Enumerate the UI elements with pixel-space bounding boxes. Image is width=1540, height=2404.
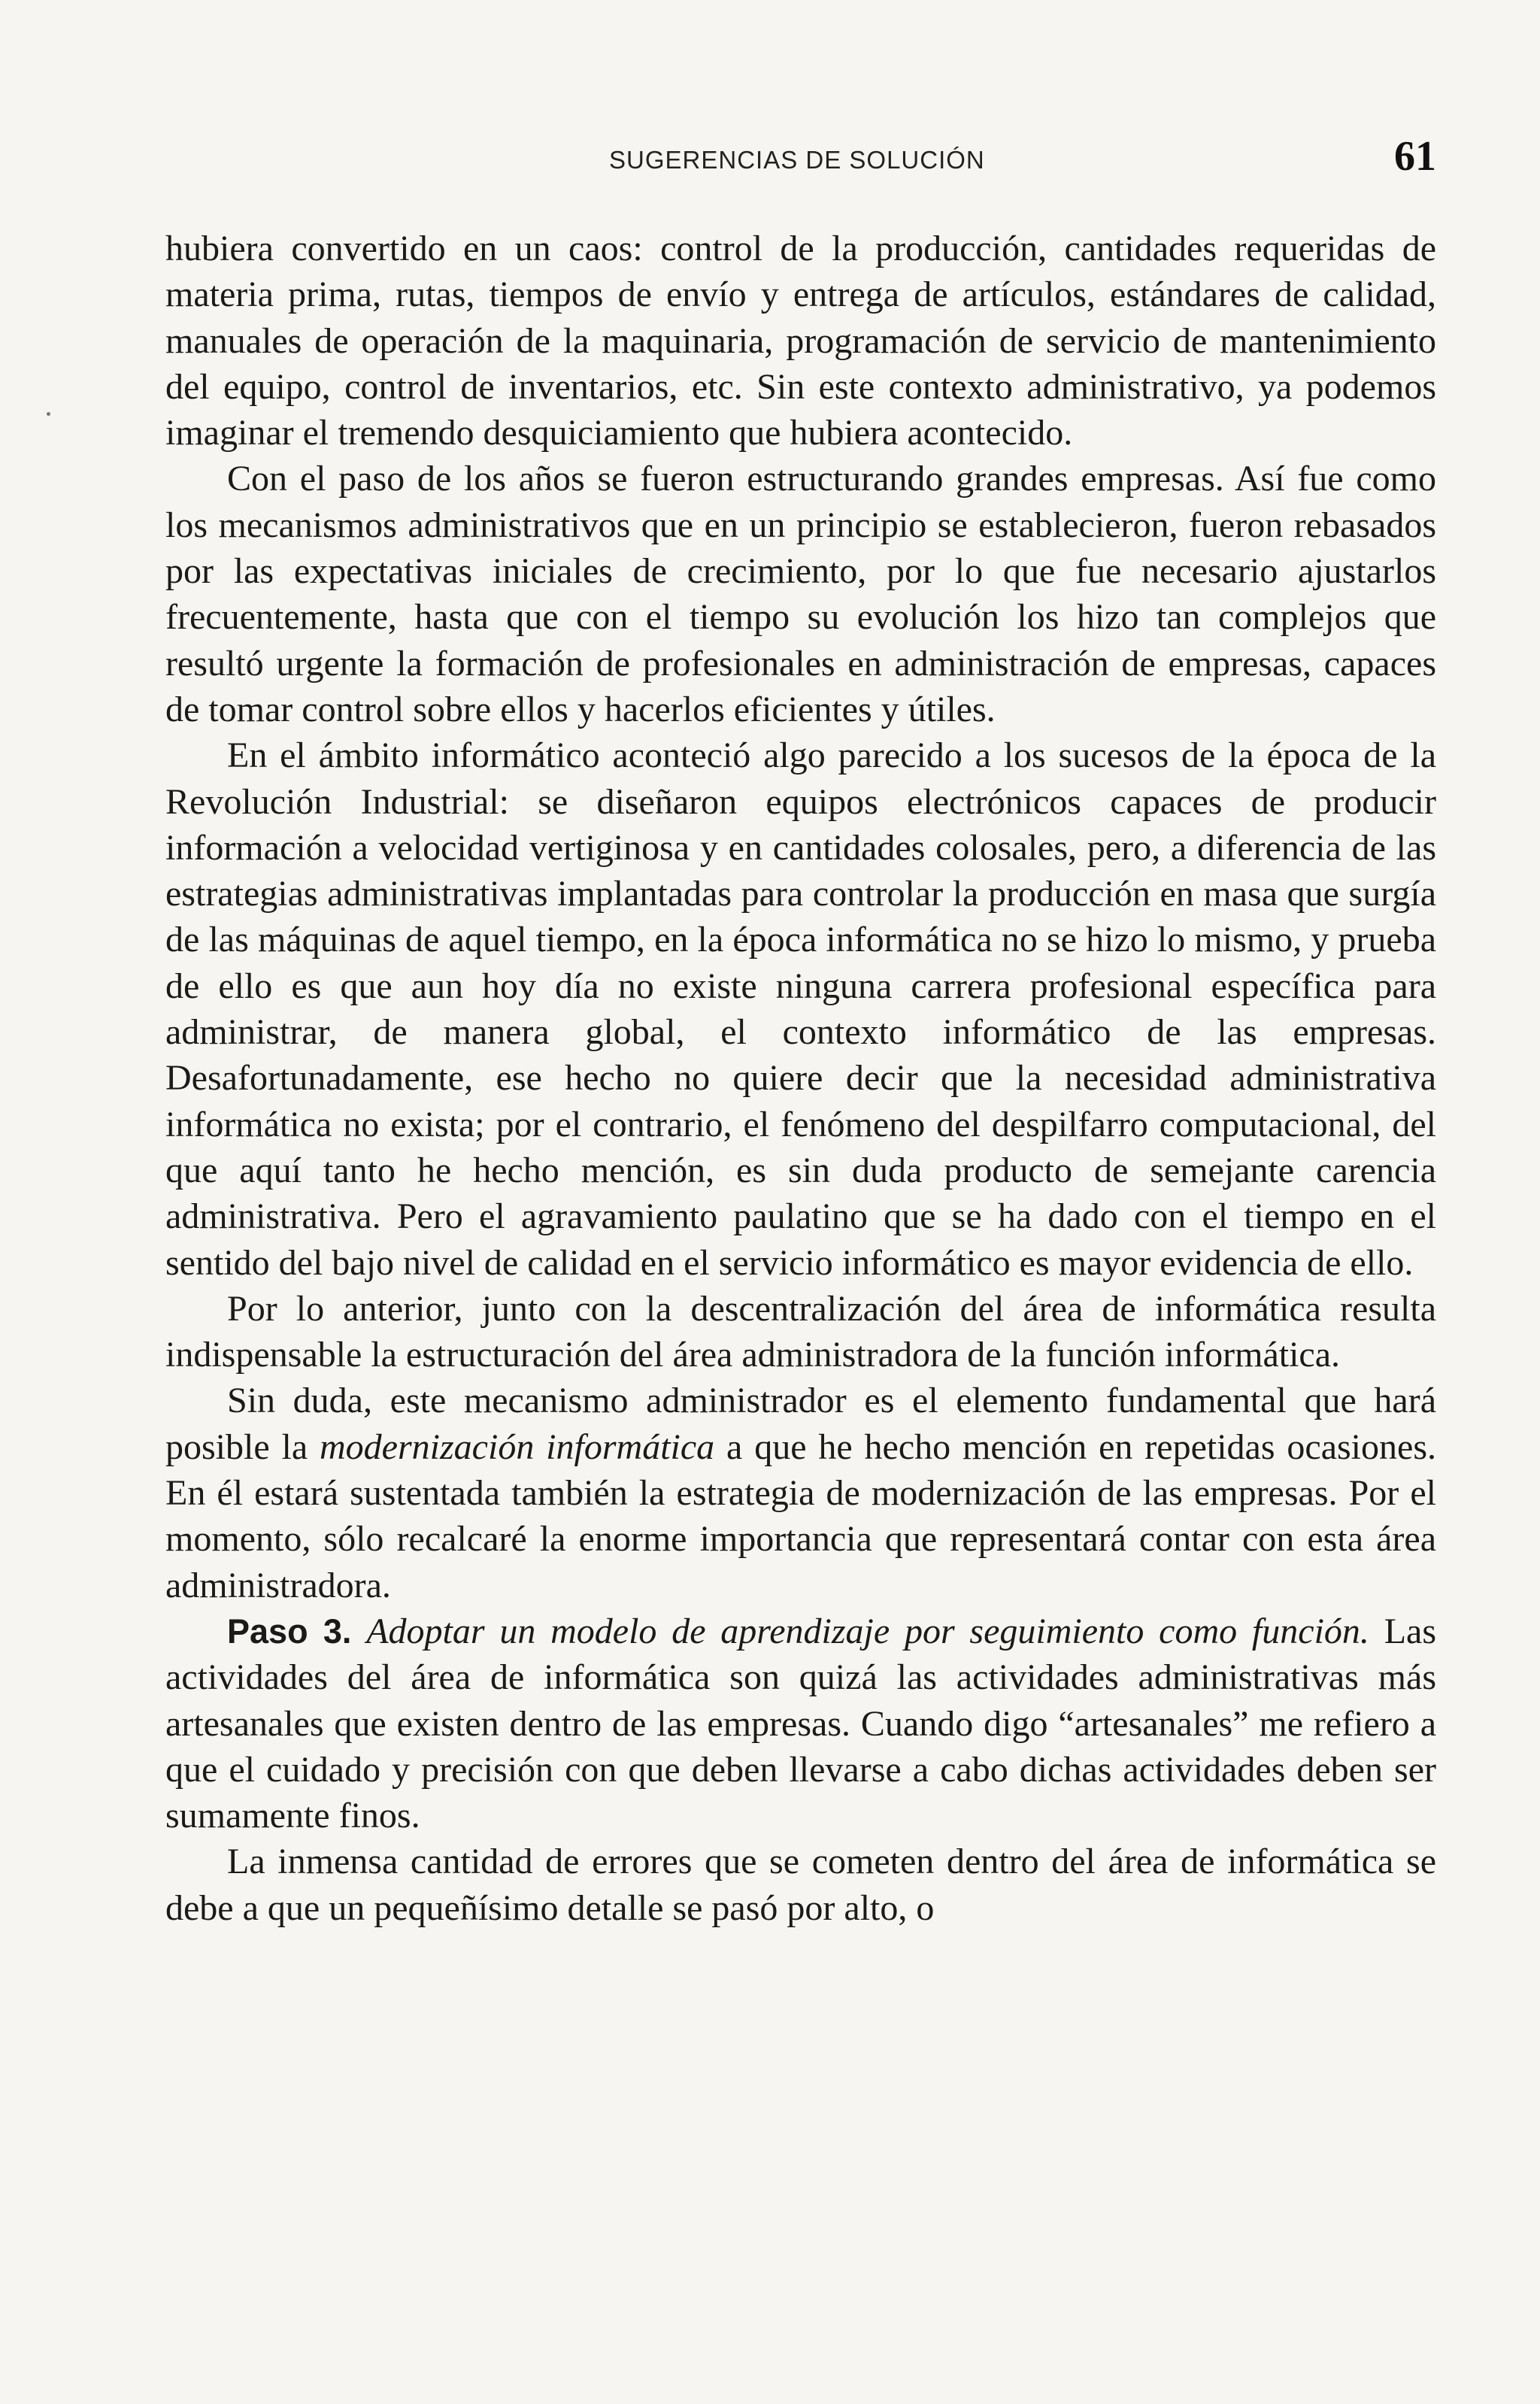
body-text [165, 226, 1436, 1931]
running-head: SUGERENCIAS DE SOLUCIÓN [609, 146, 985, 174]
paragraph-5-text-b: a que he hecho mención en repetidas ocasiones. En él estará sustentada también la estrategia de modernización de las empresas. Por el momento, sólo recalcaré la enorme importancia que representará contar con esta área administradora. [165, 1426, 1437, 1605]
margin-speck [47, 412, 50, 416]
paragraph-6 [165, 1608, 1436, 1839]
step-label: Paso 3. [227, 1611, 352, 1651]
page-header [165, 126, 1436, 194]
paragraph-5 [165, 1378, 1436, 1608]
paragraph-5-text-a: Sin duda, este mecanismo administrador es el elemento fundamental que hará posible la [165, 1381, 1436, 1467]
paragraph-1: hubiera convertido en un caos: control de la producción, cantidades requeridas de materia prima, rutas, tiempos de envío y entrega de artículos, estándares de calidad, manuales de operación de la maquinaria, programación de servicio de mantenimiento del equipo, control de inventarios, etc. Sin este contexto administrativo, ya podemos imaginar el tremendo desquiciamiento que hubiera acontecido. [165, 229, 1436, 453]
step-title: Adoptar un modelo de aprendizaje por seguimiento como función. [366, 1611, 1369, 1651]
paragraph-6-text: Las actividades del área de informática son quizá las actividades administrativas más artesanales que existen dentro de las empresas. Cuando digo “artesanales” me refiero a que el cuidado y precisión con que deben llevarse a cabo dichas actividades deben ser sumamente finos. [165, 1611, 1437, 1836]
paragraph-3: En el ámbito informático aconteció algo parecido a los sucesos de la época de la Revolución Industrial: se diseñaron equipos electrónicos capaces de producir información a velocidad vertiginosa y en cantidades colosales, pero, a diferencia de las estrategias administrativas implantadas para controlar la producción en masa que surgía de las máquinas de aquel tiempo, en la época informática no se hizo lo mismo, y prueba de ello es que aun hoy día no existe ninguna carrera profesional específica para administrar, de manera global, el contexto informático de las empresas. Desafortunadamente, ese hecho no quiere decir que la necesidad administrativa informática no exista; por el contrario, el fenómeno del despilfarro computacional, del que aquí tanto he hecho mención, es sin duda producto de semejante carencia administrativa. Pero el agravamiento paulatino que se ha dado con el tiempo en el sentido del bajo nivel de calidad en el servicio informático es mayor evidencia de ello. [165, 735, 1436, 1283]
paragraph-7: La inmensa cantidad de errores que se cometen dentro del área de informática se debe a que un pequeñísimo detalle se pasó por alto, o [165, 1842, 1436, 1928]
page-number: 61 [1394, 133, 1436, 180]
paragraph-2: Con el paso de los años se fueron estructurando grandes empresas. Así fue como los mecanismos administrativos que en un principio se establecieron, fueron rebasados por las expectativas iniciales de crecimiento, por lo que fue necesario ajustarlos frecuentemente, hasta que con el tiempo su evolución los hizo tan complejos que resultó urgente la formación de profesionales en administración de empresas, capaces de tomar control sobre ellos y hacerlos eficientes y útiles. [165, 459, 1436, 729]
paragraph-5-emphasis: modernización informática [320, 1426, 715, 1467]
paragraph-4: Por lo anterior, junto con la descentralización del área de informática resulta indispensable la estructuración del área administradora de la función informática. [165, 1288, 1436, 1375]
